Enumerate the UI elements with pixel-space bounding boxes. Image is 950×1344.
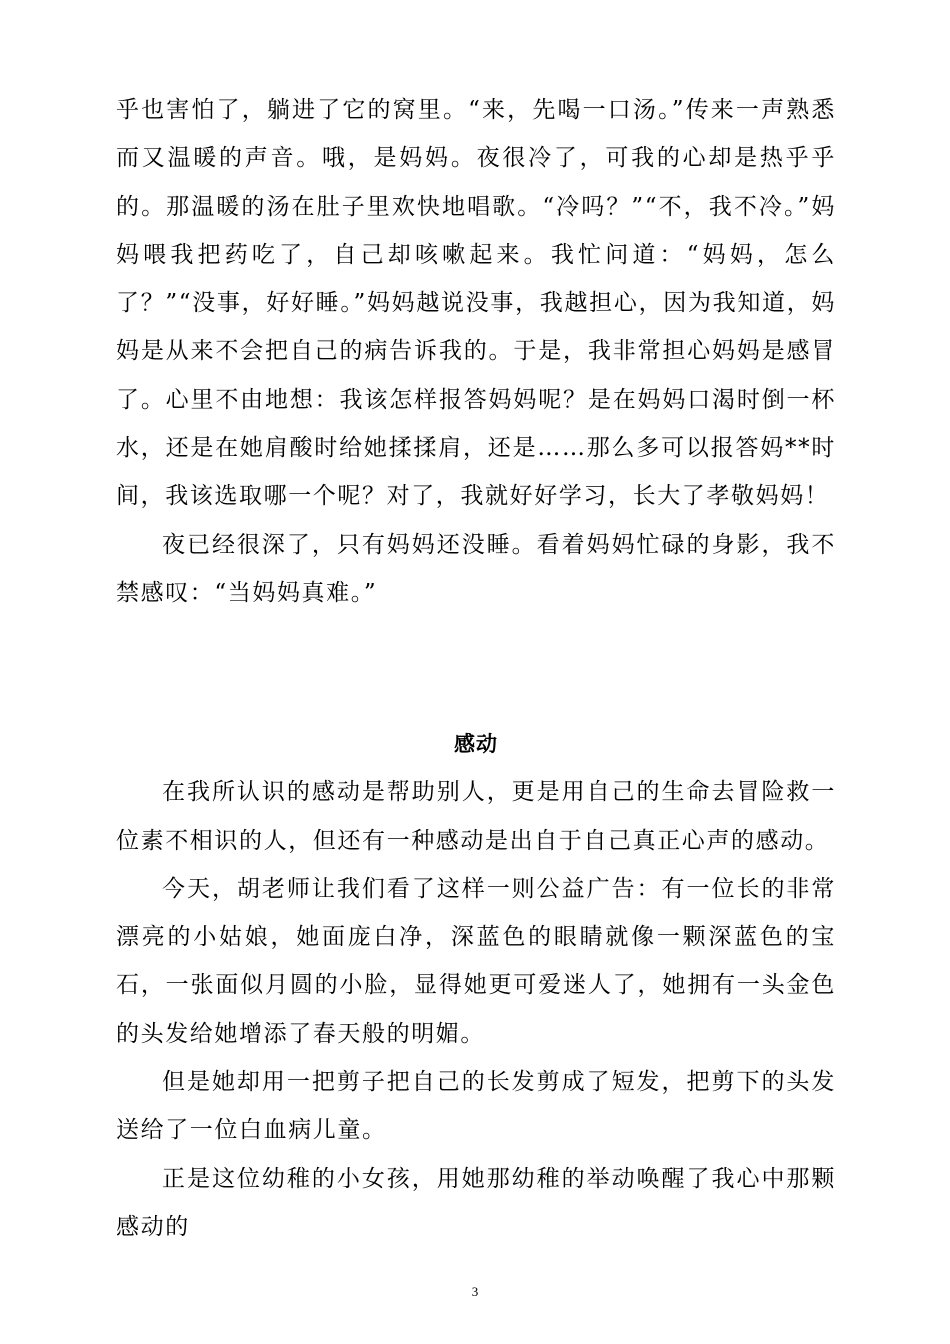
paragraph-ad: 今天，胡老师让我们看了这样一则公益广告：有一位长的非常漂亮的小姑娘，她面庞白净，深蓝色的眼睛就像一颗深蓝色的宝石，一张面似月圆的小脸，显得她更可爱迷人了，她拥有一头金色的头发给她增添了春天般的明媚。: [116, 875, 836, 1047]
document-page: [116, 86, 836, 1251]
page-number: 3: [471, 1284, 479, 1299]
section-title: 感动: [454, 731, 498, 757]
section-gap: [116, 617, 836, 720]
paragraph-continuation: 乎也害怕了，躺进了它的窝里。“来，先喝一口汤。”传来一声熟悉而又温暖的声音。哦，是妈妈。夜很冷了，可我的心却是热乎乎的。那温暖的汤在肚子里欢快地唱歌。“冷吗？”“不，我不冷。”妈妈喂我把药吃了，自己却咳嗽起来。我忙问道：“妈妈，怎么了？”“没事，好好睡。”妈妈越说没事，我越担心，因为我知道，妈妈是从来不会把自己的病告诉我的。于是，我非常担心妈妈是感冒了。心里不由地想：我该怎样报答妈妈呢？是在妈妈口渴时倒一杯水，还是在她肩酸时给她揉揉肩，还是……那么多可以报答妈**时间，我该选取哪一个呢？对了，我就好好学习，长大了孝敬妈妈！: [116, 97, 836, 510]
paragraph-haircut: 但是她却用一把剪子把自己的长发剪成了短发，把剪下的头发送给了一位白血病儿童。: [116, 1069, 836, 1144]
paragraph-night: 夜已经很深了，只有妈妈还没睡。看着妈妈忙碌的身影，我不禁感叹：“当妈妈真难。”: [116, 531, 836, 606]
paragraph-intro: 在我所认识的感动是帮助别人，更是用自己的生命去冒险救一位素不相识的人，但还有一种感动是出自于自己真正心声的感动。: [116, 779, 836, 854]
paragraph-awaken: 正是这位幼稚的小女孩，用她那幼稚的举动唤醒了我心中那颗感动的: [116, 1165, 836, 1240]
